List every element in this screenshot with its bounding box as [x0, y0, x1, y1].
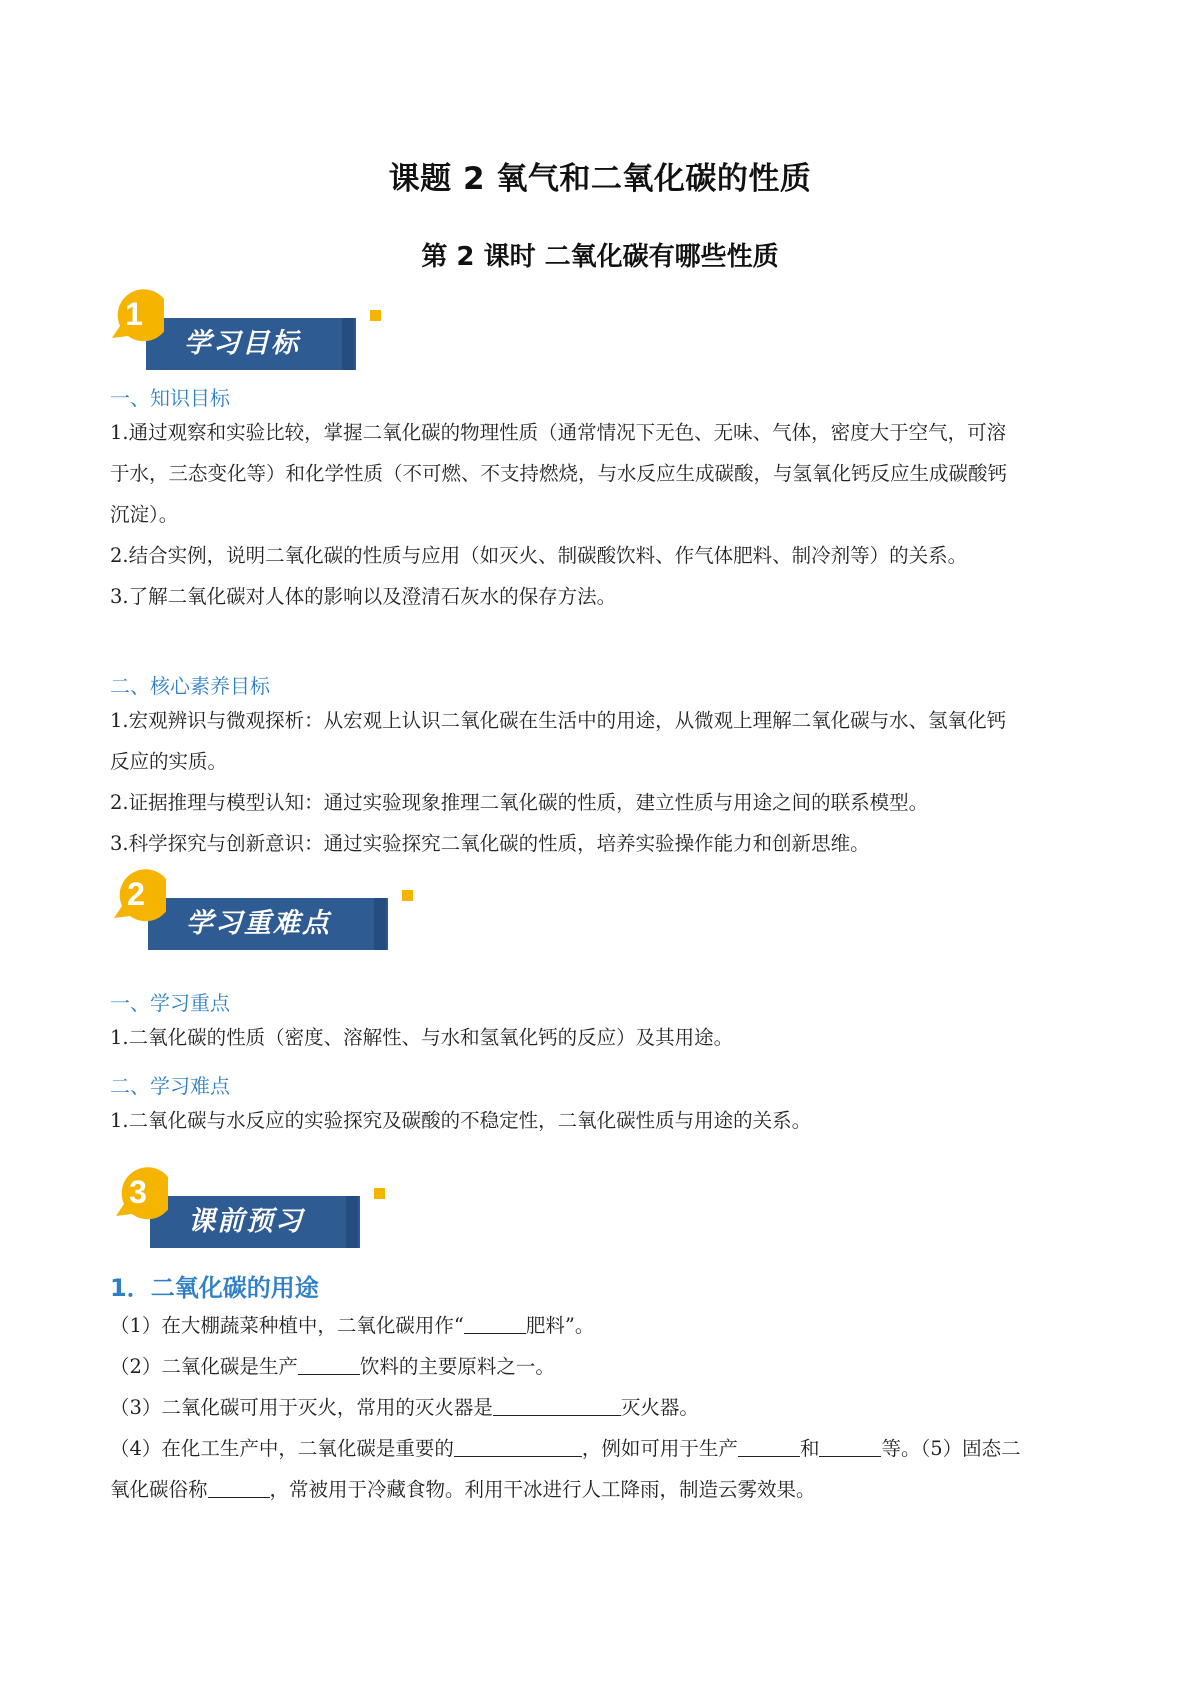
section-badge-2	[108, 866, 408, 956]
question-text: 饮料的主要原料之一。	[359, 1355, 555, 1378]
section-label: 学习目标	[184, 328, 300, 359]
number-circle-icon	[106, 286, 164, 344]
badge-number: 2	[127, 876, 145, 912]
badge-square-icon	[374, 1188, 385, 1199]
question-text: （2）二氧化碳是生产	[110, 1355, 298, 1378]
answer-blank[interactable]	[208, 1475, 270, 1498]
badge-number: 1	[125, 296, 143, 332]
answer-blank[interactable]	[493, 1393, 621, 1416]
question-5	[110, 1469, 1100, 1510]
badge-bar-edge	[342, 318, 354, 370]
badge-square-icon	[402, 890, 413, 901]
key-points-text	[110, 1017, 1100, 1058]
question-text: 等。（5）固态二	[881, 1437, 1021, 1460]
question-2	[110, 1346, 1100, 1387]
section-badge-3	[110, 1164, 410, 1254]
text-line: 2.结合实例，说明二氧化碳的性质与应用（如灭火、制碳酸饮料、作气体肥料、制冷剂等）的关系。	[110, 544, 968, 567]
text-line: 1.二氧化碳的性质（密度、溶解性、与水和氢氧化钙的反应）及其用途。	[110, 1026, 734, 1049]
answer-blank[interactable]	[464, 1311, 526, 1334]
question-text: （1）在大棚蔬菜种植中，二氧化碳用作“	[110, 1314, 464, 1337]
question-4	[110, 1428, 1100, 1469]
text-line: 沉淀）。	[110, 503, 179, 526]
text-line: 1.通过观察和实验比较，掌握二氧化碳的物理性质（通常情况下无色、无味、气体，密度大于空气，可溶	[110, 421, 1007, 444]
heading-difficult-points: 二、学习难点	[110, 1074, 230, 1098]
knowledge-goals-text	[110, 412, 1100, 617]
question-text: 氧化碳俗称	[110, 1478, 208, 1501]
text-line: 2.证据推理与模型认知：通过实验现象推理二氧化碳的性质，建立性质与用途之间的联系模型。	[110, 791, 929, 814]
section-badge-1	[106, 286, 406, 376]
question-text: ，常被用于冷藏食物。利用干冰进行人工降雨，制造云雾效果。	[269, 1478, 816, 1501]
difficult-points-text	[110, 1100, 1100, 1141]
text-line: 反应的实质。	[110, 750, 228, 773]
question-1	[110, 1305, 1100, 1346]
section-label: 学习重难点	[186, 908, 331, 939]
question-text: 肥料”。	[525, 1314, 595, 1337]
text-line: 1.二氧化碳与水反应的实验探究及碳酸的不稳定性，二氧化碳性质与用途的关系。	[110, 1109, 812, 1132]
heading-core-goals: 二、核心素养目标	[110, 674, 270, 698]
badge-square-icon	[370, 310, 381, 321]
text-line: 3.了解二氧化碳对人体的影响以及澄清石灰水的保存方法。	[110, 585, 617, 608]
preview-fill-blanks	[110, 1305, 1100, 1510]
number-circle-icon	[108, 866, 166, 924]
question-text: 和	[799, 1437, 820, 1460]
heading-knowledge-goals: 一、知识目标	[110, 386, 230, 410]
heading-key-points: 一、学习重点	[110, 991, 230, 1015]
section-label: 课前预习	[188, 1206, 304, 1237]
badge-bar-edge	[346, 1196, 358, 1248]
text-line: 3.科学探究与创新意识：通过实验探究二氧化碳的性质，培养实验操作能力和创新思维。	[110, 832, 870, 855]
question-text: （4）在化工生产中，二氧化碳是重要的	[110, 1437, 454, 1460]
answer-blank[interactable]	[819, 1434, 881, 1457]
lesson-subtitle: 第 2 课时 二氧化碳有哪些性质	[421, 242, 779, 272]
question-text: （3）二氧化碳可用于灭火，常用的灭火器是	[110, 1396, 493, 1419]
answer-blank[interactable]	[298, 1352, 360, 1375]
text-line: 于水，三态变化等）和化学性质（不可燃、不支持燃烧，与水反应生成碳酸，与氢氧化钙反应生成碳酸钙	[110, 462, 1008, 485]
question-text: 灭火器。	[620, 1396, 699, 1419]
answer-blank[interactable]	[454, 1434, 582, 1457]
answer-blank[interactable]	[738, 1434, 800, 1457]
number-circle-icon	[110, 1164, 168, 1222]
badge-bar-edge	[374, 898, 386, 950]
text-line: 1.宏观辨识与微观探析：从宏观上认识二氧化碳在生活中的用途，从微观上理解二氧化碳与水、氢氧化钙	[110, 709, 1007, 732]
question-3	[110, 1387, 1100, 1428]
badge-number: 3	[129, 1174, 147, 1210]
heading-co2-uses: 1．二氧化碳的用途	[110, 1274, 319, 1302]
core-goals-text	[110, 700, 1100, 864]
question-text: ，例如可用于生产	[581, 1437, 738, 1460]
document-title: 课题 2 氧气和二氧化碳的性质	[388, 161, 812, 197]
